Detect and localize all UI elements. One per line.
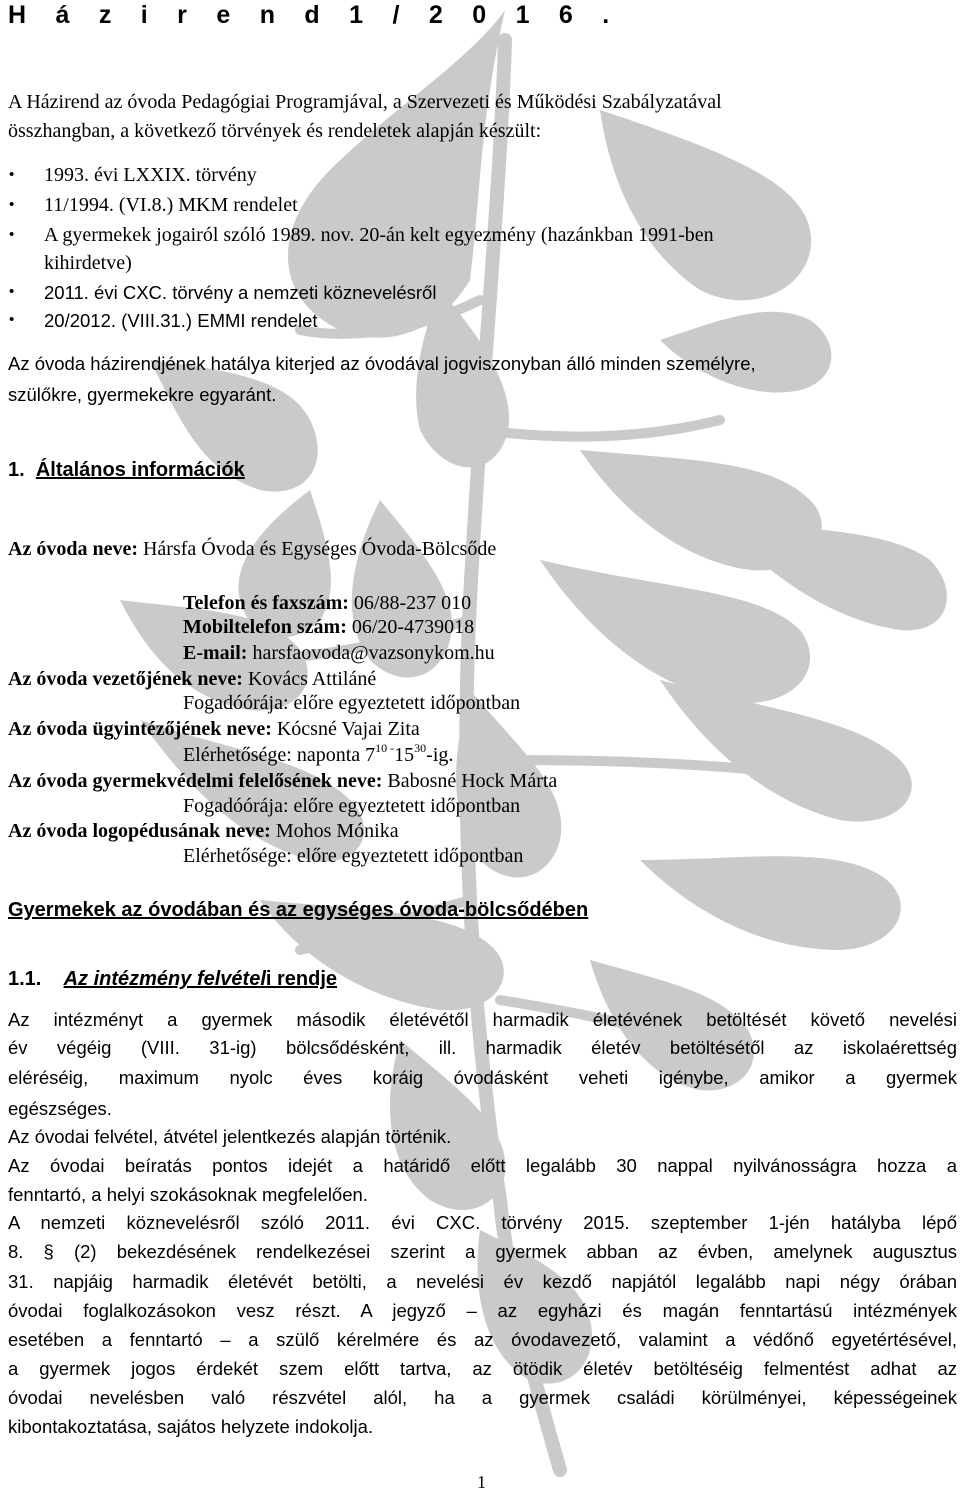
- clerk-hours-sup: 10 -: [375, 741, 395, 755]
- email-label: E-mail:: [183, 642, 248, 664]
- bullet-icon: •: [9, 226, 15, 243]
- page-number: 1: [477, 1472, 486, 1492]
- clerk-label: Az óvoda ügyintézőjének neve:: [8, 718, 272, 740]
- clerk-hours-text: 15: [394, 744, 415, 766]
- leader-row: [8, 668, 376, 691]
- clerk-hours-text: Elérhetősége: naponta 7: [183, 744, 376, 766]
- email-value[interactable]: harsfaovoda@vazsonykom.hu: [252, 642, 495, 664]
- body-line: év végéig (VIII. 31-ig) bölcsődésként, ill. harmadik életév betöltésétől az iskolaérettség: [8, 1037, 957, 1058]
- intro-line-1: A Házirend az óvoda Pedagógiai Programjával, a Szervezeti és Működési Szabályzatával: [8, 91, 722, 113]
- phone-label: Telefon és faxszám:: [183, 592, 349, 614]
- body-line: esetében a fenntartó – a szülő kérelmére és az óvodavezető, valamint a védőnő egyetértésével,: [8, 1329, 957, 1350]
- child-protection-row: [8, 770, 557, 793]
- kindergarten-name-row: [8, 538, 496, 561]
- intro-line-2: összhangban, a következő törvények és rendeletek alapján készült:: [8, 120, 542, 142]
- document-title: H á z i r e n d 1 / 2 0 1 6 .: [8, 1, 621, 29]
- mobile-row: [183, 616, 474, 639]
- clerk-value: Kócsné Vajai Zita: [276, 718, 420, 740]
- email-row: [183, 642, 495, 665]
- law-item: 1993. évi LXXIX. törvény: [44, 164, 257, 186]
- clerk-hours-sup: 30: [414, 741, 427, 755]
- body-line: A nemzeti köznevelésről szóló 2011. évi CXC. törvény 2015. szeptember 1-jén hatályba lépő: [8, 1212, 957, 1233]
- mobile-label: Mobiltelefon szám:: [183, 616, 347, 638]
- mobile-value: 06/20-4739018: [351, 616, 475, 638]
- protect-hours: Fogadóórája: előre egyeztetett időpontban: [183, 795, 521, 817]
- speech-label: Az óvoda logopédusának neve:: [8, 820, 271, 842]
- speech-therapist-row: [8, 820, 399, 843]
- name-value: Hársfa Óvoda és Egységes Óvoda-Bölcsőde: [142, 538, 497, 560]
- speech-hours: Elérhetősége: előre egyeztetett időpontban: [183, 845, 524, 867]
- body-line: eléréséig, maximum nyolc éves koráig óvodásként veheti igénybe, amikor a gyermek: [8, 1067, 957, 1088]
- section-1-1-heading: [8, 968, 337, 991]
- bullet-icon: •: [9, 311, 15, 328]
- name-label: Az óvoda neve:: [8, 538, 138, 560]
- phone-value: 06/88-237 010: [353, 592, 472, 614]
- children-subheading: Gyermekek az óvodában és az egységes óvoda-bölcsődében: [8, 899, 589, 921]
- law-item: 20/2012. (VIII.31.) EMMI rendelet: [44, 310, 318, 331]
- section-1-1-number: 1.1.: [8, 968, 42, 990]
- clerk-row: [8, 718, 420, 741]
- law-item: 11/1994. (VI.8.) MKM rendelet: [44, 194, 298, 216]
- bullet-icon: •: [9, 196, 15, 213]
- leader-value: Kovács Attiláné: [247, 668, 377, 690]
- body-line: egészséges.: [8, 1098, 112, 1119]
- body-line: óvodai nevelésben való részvétel alól, ha a gyermek családi körülményei, képességeinek: [8, 1387, 957, 1408]
- body-line: Az óvodai felvétel, átvétel jelentkezés alapján történik.: [8, 1126, 452, 1147]
- body-line: a gyermek jogos érdekét szem előtt tartva, az ötödik életév betöltéséig felmentést adhat az: [8, 1358, 957, 1379]
- clerk-hours-text: -ig.: [426, 744, 454, 766]
- body-line: Az intézményt a gyermek második életévétől harmadik életévének betöltését követő nevelési: [8, 1009, 957, 1030]
- body-line: 31. napjáig harmadik életévét betölti, a nevelési év kezdő napjától legalább napi négy órában: [8, 1271, 957, 1292]
- law-item: A gyermekek jogairól szóló 1989. nov. 20-án kelt egyezmény (hazánkban 1991-ben: [44, 224, 714, 246]
- body-line: 8. § (2) bekezdésének rendelkezései szerint a gyermek abban az évben, amelynek augusztus: [8, 1241, 957, 1262]
- scope-line-1: Az óvoda házirendjének hatálya kiterjed az óvodával jogviszonyban álló minden személyre,: [8, 353, 756, 374]
- phone-row: [183, 592, 471, 615]
- bullet-icon: •: [9, 283, 15, 300]
- protect-value: Babosné Hock Márta: [387, 770, 558, 792]
- speech-value: Mohos Mónika: [275, 820, 399, 842]
- leader-label: Az óvoda vezetőjének neve:: [8, 668, 243, 690]
- clerk-hours: [183, 741, 454, 769]
- bullet-icon: •: [9, 166, 15, 183]
- law-item-continuation: kihirdetve): [44, 252, 132, 274]
- section-1-1-title-rest: i rendje: [265, 968, 338, 990]
- protect-label: Az óvoda gyermekvédelmi felelősének neve:: [8, 770, 383, 792]
- section-1-title: Általános információk: [35, 459, 245, 481]
- body-line: Az óvodai beíratás pontos idejét a határidő előtt legalább 30 nappal nyilvánosságra hozza a: [8, 1155, 957, 1176]
- leader-hours: Fogadóórája: előre egyeztetett időpontban: [183, 692, 521, 714]
- body-line: fenntartó, a helyi szokásoknak megfelelően.: [8, 1184, 368, 1205]
- section-1-number: 1.: [8, 459, 25, 481]
- law-item: 2011. évi CXC. törvény a nemzeti köznevelésről: [44, 282, 437, 303]
- body-line: kibontakoztatása, sajátos helyzete indokolja.: [8, 1416, 374, 1437]
- section-1-1-title-italic: Az intézmény felvétel: [63, 968, 266, 990]
- scope-line-2: szülőkre, gyermekekre egyaránt.: [8, 384, 277, 405]
- body-line: óvodai foglalkozásokon vesz részt. A jegyző – az egyházi és magán fenntartású intézmények: [8, 1300, 957, 1321]
- section-1-heading: [8, 459, 245, 482]
